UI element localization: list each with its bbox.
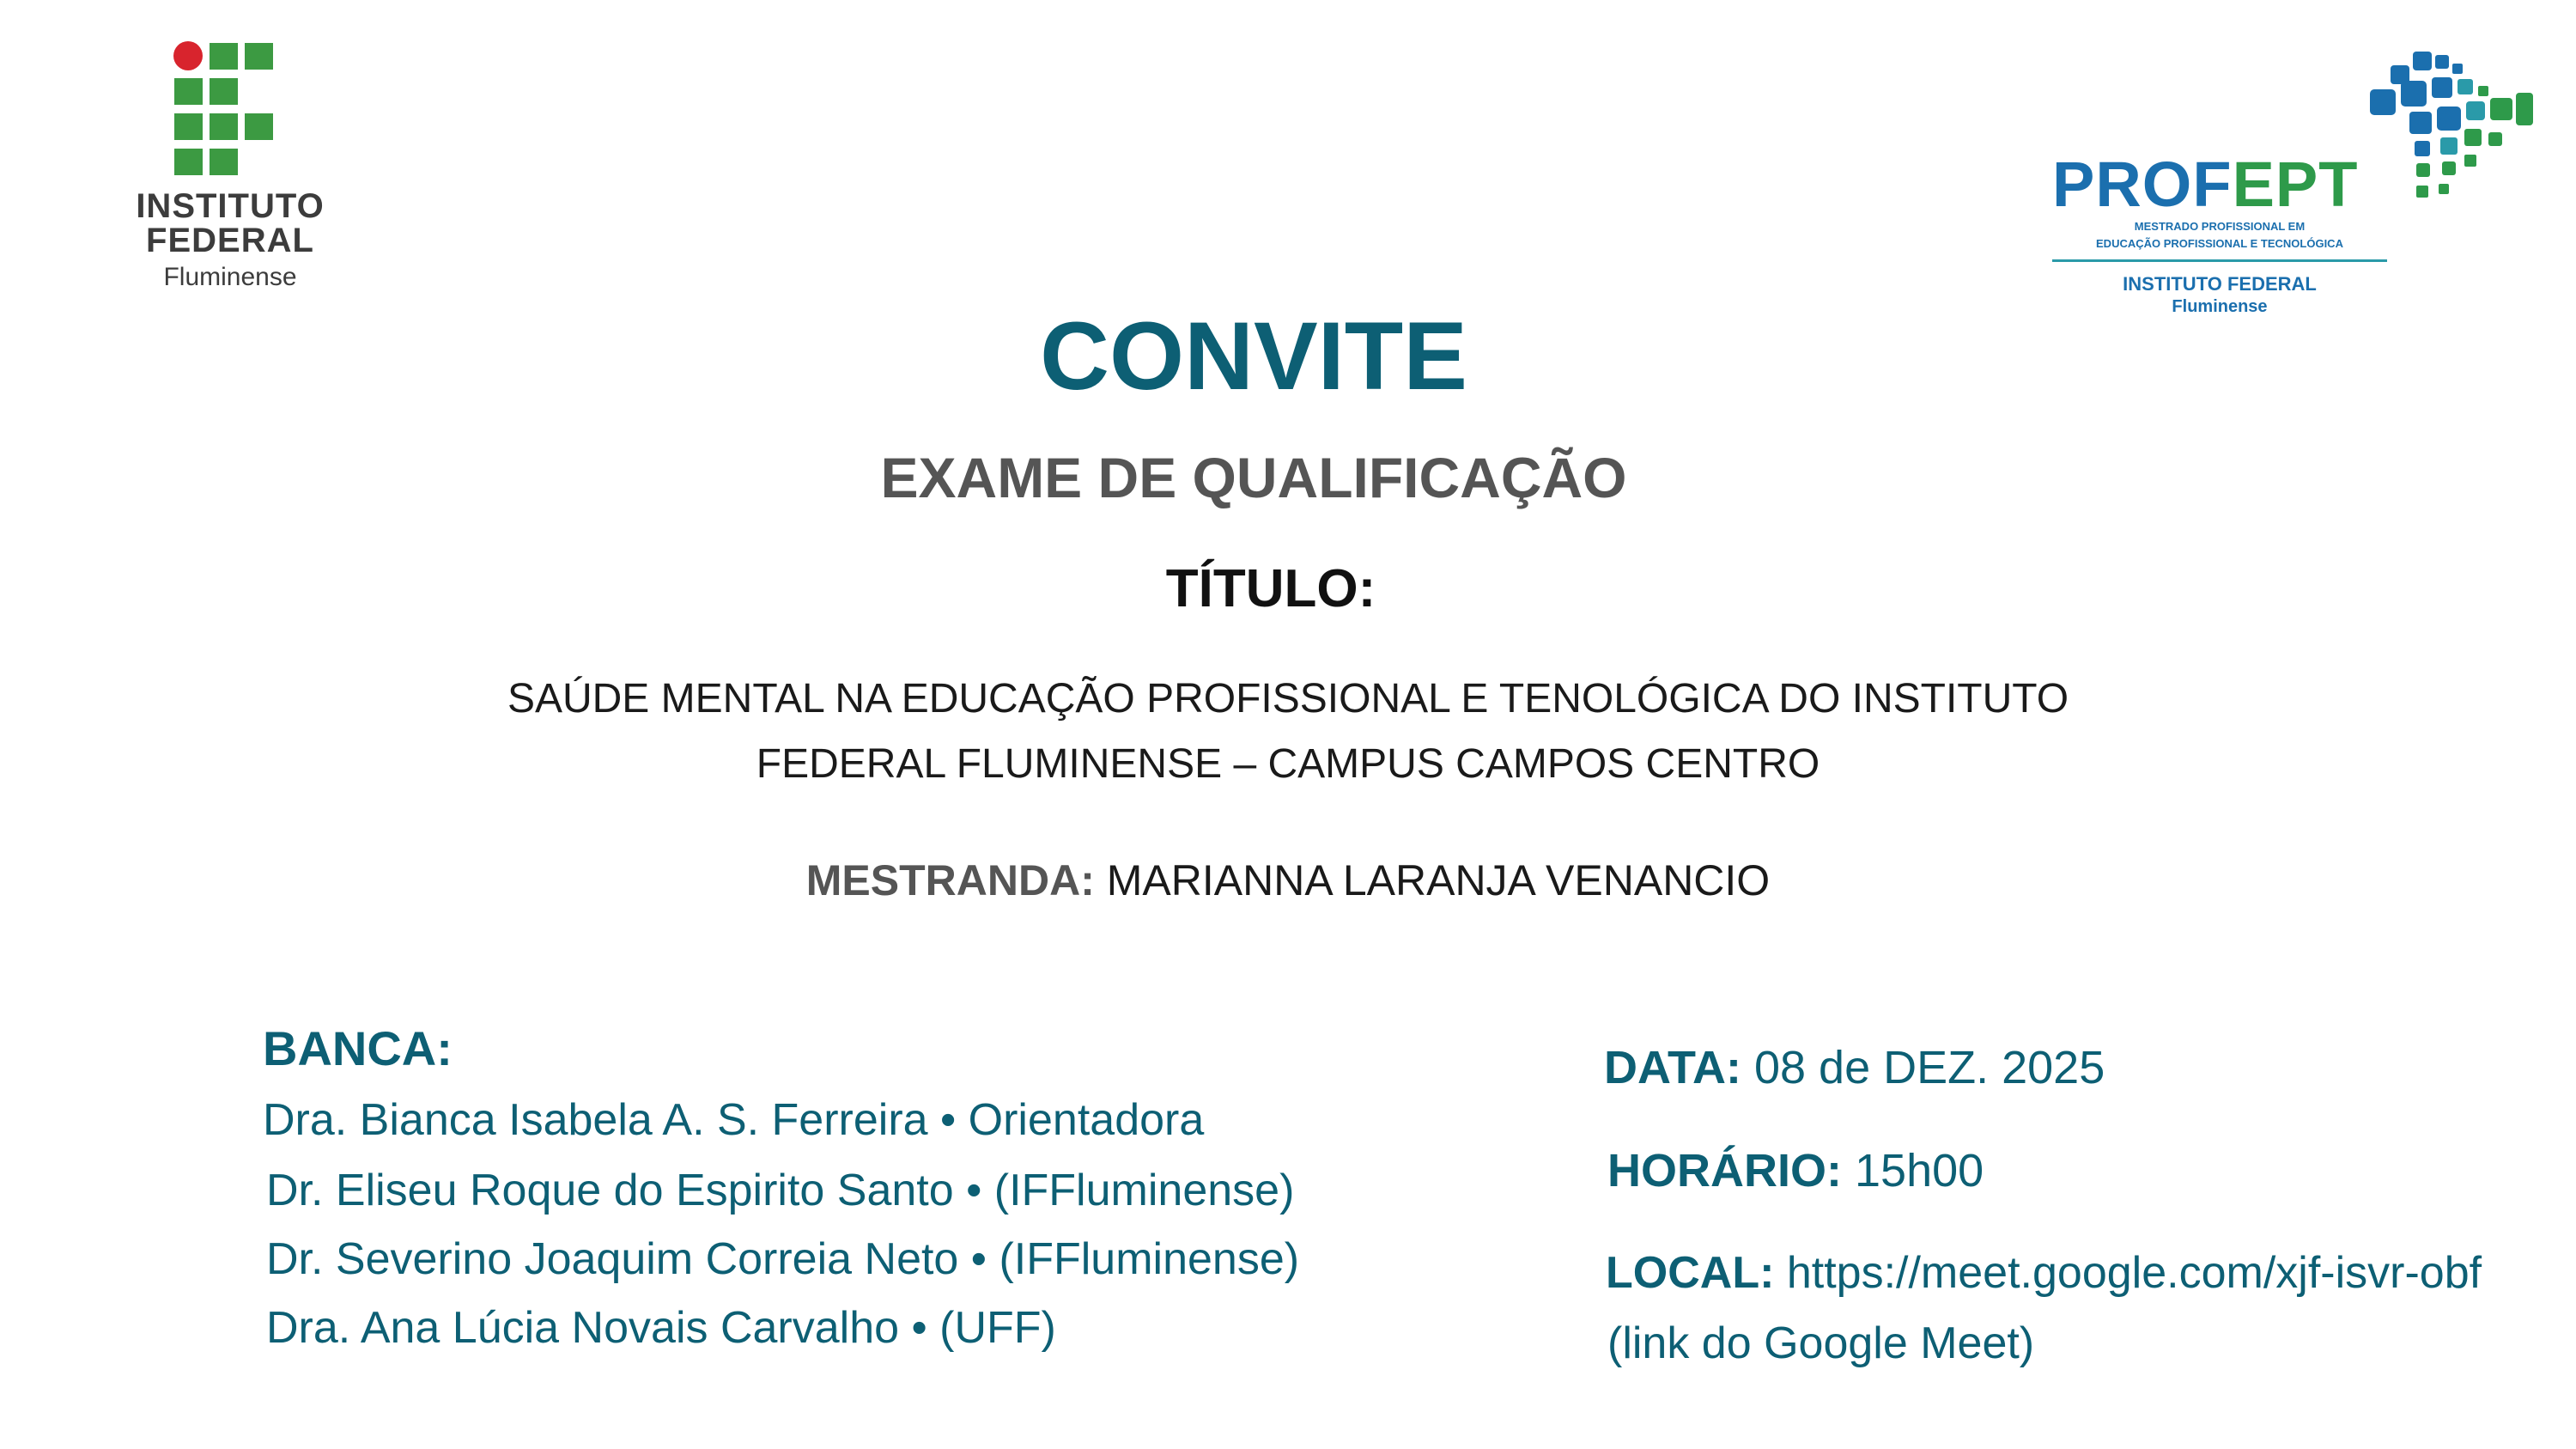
if-logo-line1: INSTITUTO [136, 187, 325, 225]
student-name: MARIANNA LARANJA VENANCIO [1106, 856, 1771, 904]
profept-subtitle-1: MESTRADO PROFISSIONAL EM [2134, 220, 2306, 233]
profept-logo [2052, 48, 2533, 332]
profept-institution: INSTITUTO FEDERAL [2123, 273, 2317, 295]
date-line [1604, 1041, 2105, 1094]
committee-member: Dra. Ana Lúcia Novais Carvalho • (UFF) [266, 1303, 1056, 1353]
committee-member: Dra. Bianca Isabela A. S. Ferreira • Orientadora [263, 1095, 1205, 1145]
meet-link[interactable]: https://meet.google.com/xjf-isvr-obf [1786, 1248, 2482, 1298]
time-line [1607, 1144, 1984, 1197]
profept-divider [2052, 259, 2387, 262]
location-note: (link do Google Meet) [1607, 1318, 2035, 1368]
committee-member: Dr. Eliseu Roque do Espirito Santo • (IFFluminense) [266, 1166, 1295, 1215]
profept-campus: Fluminense [2172, 297, 2268, 316]
student-label: MESTRANDA: [805, 856, 1095, 904]
time-label: HORÁRIO: [1607, 1145, 1842, 1196]
date-value: 08 de DEZ. 2025 [1753, 1042, 2105, 1093]
location-label: LOCAL: [1606, 1248, 1775, 1298]
profept-word-blue: PROF [2052, 149, 2233, 220]
profept-wordmark [2052, 148, 2358, 221]
committee-member: Dr. Severino Joaquim Correia Neto • (IFFluminense) [266, 1234, 1300, 1284]
student-line [0, 855, 2576, 905]
if-fluminense-logo [118, 41, 342, 299]
location-line [1606, 1247, 2482, 1299]
page-title: CONVITE [1040, 302, 1467, 410]
profept-subtitle-2: EDUCAÇÃO PROFISSIONAL E TECNOLÓGICA [2096, 237, 2343, 250]
work-title-line1: SAÚDE MENTAL NA EDUCAÇÃO PROFISSIONAL E TENOLÓGICA DO INSTITUTO [507, 676, 2069, 721]
profept-pixel-icon [2361, 48, 2533, 220]
profept-word-green: EPT [2232, 149, 2359, 220]
if-grid-icon [173, 41, 276, 179]
time-value: 15h00 [1855, 1145, 1984, 1196]
work-title-line2: FEDERAL FLUMINENSE – CAMPUS CAMPOS CENTRO [756, 741, 1820, 787]
title-label: TÍTULO: [1165, 559, 1376, 618]
date-label: DATA: [1604, 1042, 1741, 1093]
exam-subtitle: EXAME DE QUALIFICAÇÃO [880, 446, 1627, 509]
if-logo-line3: Fluminense [163, 263, 297, 291]
if-logo-line2: FEDERAL [146, 222, 314, 259]
committee-label: BANCA: [263, 1021, 453, 1075]
